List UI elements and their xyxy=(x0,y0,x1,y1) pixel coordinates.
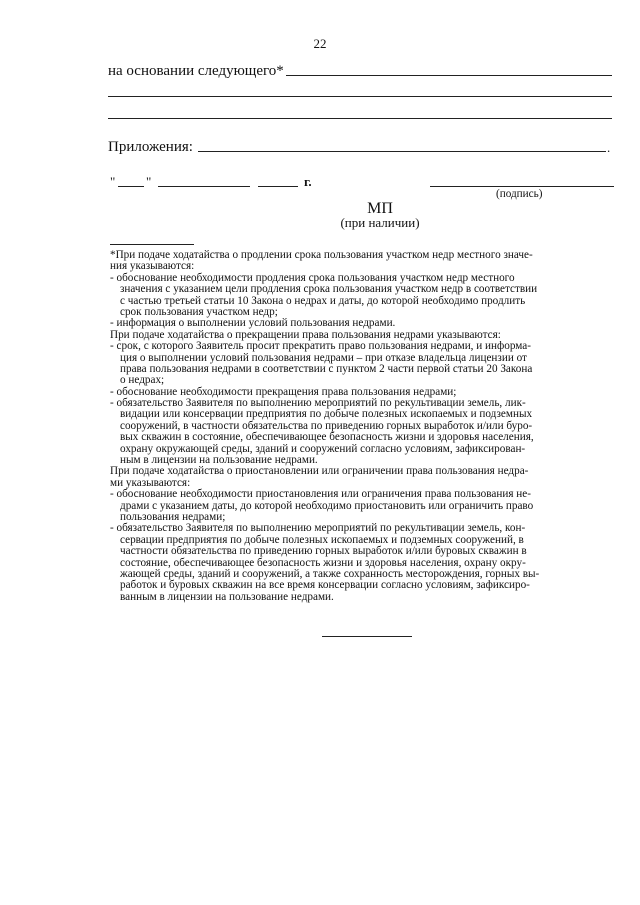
footnote-line: драми с указанием даты, до которой необходимо приостановить или ограничить право xyxy=(120,499,534,512)
basis-field-line-1[interactable] xyxy=(286,75,612,76)
footnote-line: права пользования недрами в соответствии с пунктом 2 части первой статьи 20 Закона xyxy=(120,362,533,375)
footnote-line: охрану окружающей среды, зданий и сооружений согласно условиям, зафиксирован- xyxy=(120,442,526,455)
footnote-separator xyxy=(110,244,194,245)
date-year-line[interactable] xyxy=(258,186,298,187)
date-quote-close: " xyxy=(146,174,152,189)
footnote-line: ным в лицензии на пользование недрами. xyxy=(120,454,318,467)
footnote-block xyxy=(110,250,539,603)
page-number: 22 xyxy=(313,36,327,51)
footnote-line: с частью третьей статьи 10 Закона о недрах и даты, до которой необходимо продлить xyxy=(120,294,526,307)
footnote-line: - срок, с которого Заявитель просит прекратить право пользования недрами, и информа- xyxy=(110,340,531,353)
date-day-line[interactable] xyxy=(118,186,144,187)
footnote-line: частности обязательства по приведению горных выработок и/или буровых скважин в xyxy=(120,545,527,558)
footnote-line: срок пользования участком недр; xyxy=(120,305,278,318)
footnote-line: - обоснование необходимости продления срока пользования участком недр местного xyxy=(110,271,515,284)
footnote-line: ванным в лицензии на пользование недрами. xyxy=(120,590,334,603)
basis-label: на основании следующего* xyxy=(108,63,284,79)
footnote-line: жающей среды, зданий и сооружений, а также сохранность месторождения, горных вы- xyxy=(120,567,540,580)
footnote-line: ми указываются: xyxy=(110,476,191,489)
footnote-line: - информация о выполнении условий пользования недрами. xyxy=(110,317,396,330)
footnote-line: вых скважин в состояние, обеспечивающее безопасность жизни и здоровья населения, xyxy=(120,431,534,444)
signature-line[interactable] xyxy=(430,186,614,187)
footnote-line: - обоснование необходимости прекращения права пользования недрами; xyxy=(110,385,457,398)
footnote-line: сервации предприятия по добыче полезных ископаемых и подземных сооружений, в xyxy=(120,533,524,546)
date-quote-open: " xyxy=(110,174,116,189)
footnote-line: видации или консервации предприятия по добыче полезных ископаемых и подземных xyxy=(120,408,533,421)
footnote-line: ция о выполнении условий пользования недрами – при отказе владельца лицензии от xyxy=(120,351,527,364)
footnote-line: о недрах; xyxy=(120,374,165,387)
footnote-line: ния указываются: xyxy=(110,260,195,273)
footnote-line: При подаче ходатайства о приостановлении или ограничении права пользования недра- xyxy=(110,465,529,478)
footnote-line: При подаче ходатайства о прекращении права пользования недрами указываются: xyxy=(110,328,501,341)
footnote-line: сооружений, в частности обязательства по приведению горных выработок и/или буро- xyxy=(120,419,533,432)
footnote-line: - обязательство Заявителя по выполнению мероприятий по рекультивации земель, кон- xyxy=(110,522,526,535)
footnote-line: работок и буровых скважин на все время консервации согласно условиям, зафиксиро- xyxy=(120,579,530,592)
footnote-line: - обязательство Заявителя по выполнению мероприятий по рекультивации земель, лик- xyxy=(110,397,526,410)
footnote-line: - обоснование необходимости приостановления или ограничения права пользования не- xyxy=(110,488,531,501)
seal-label: МП xyxy=(367,200,393,217)
basis-field-line-3[interactable] xyxy=(108,118,612,119)
footnote-line: состояние, обеспечивающее безопасность жизни и здоровья населения, охрану окру- xyxy=(120,556,526,569)
footnote-line: значения с указанием цели продления срока пользования участком недр в соответствии xyxy=(120,283,538,296)
date-year-suffix: г. xyxy=(304,174,312,189)
appendix-end-mark: . xyxy=(607,140,611,155)
appendix-label: Приложения: xyxy=(108,139,193,155)
footnote-line: *При подаче ходатайства о продлении срока пользования участком недр местного значе- xyxy=(110,249,533,261)
end-separator xyxy=(322,636,412,637)
appendix-field-line[interactable] xyxy=(198,151,606,152)
footnote-line: пользования недрами; xyxy=(120,510,226,523)
signature-caption: (подпись) xyxy=(496,188,543,200)
seal-note: (при наличии) xyxy=(340,215,420,230)
basis-field-line-2[interactable] xyxy=(108,96,612,97)
date-month-line[interactable] xyxy=(158,186,250,187)
